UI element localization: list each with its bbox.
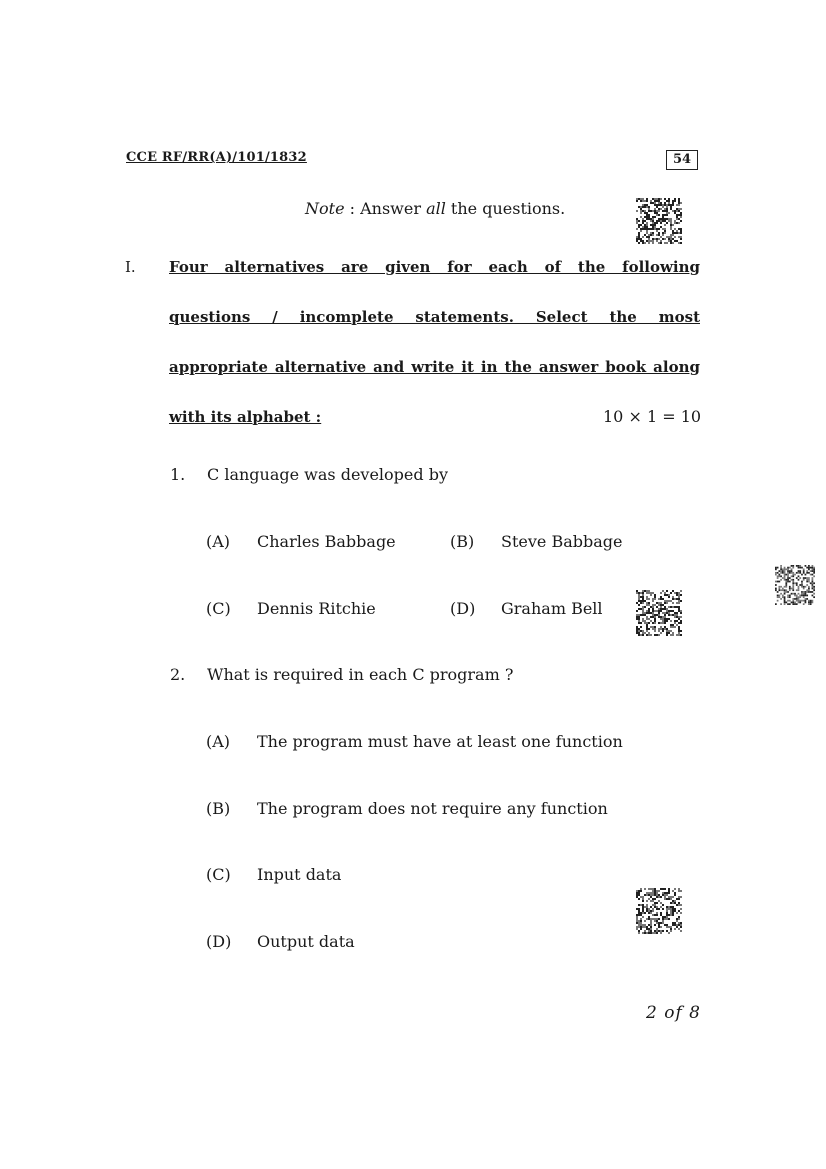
note-label: Note — [305, 199, 345, 218]
note-emph: all — [426, 199, 446, 218]
q2-option-a-text: The program must have at least one function — [257, 732, 623, 751]
section-number: I. — [125, 258, 136, 276]
note-sep: : Answer — [344, 199, 427, 218]
q1-option-b-label: (B) — [450, 532, 475, 551]
q2-option-a-label: (A) — [206, 732, 231, 751]
question-2-number: 2. — [170, 665, 186, 684]
page-footer: 2 of 8 — [646, 1003, 701, 1023]
qr-code-icon — [775, 565, 815, 605]
q1-option-a-text: Charles Babbage — [257, 532, 396, 551]
q2-option-c-text: Input data — [257, 865, 342, 884]
instruction-line-4: with its alphabet : — [169, 408, 322, 426]
q2-option-c-label: (C) — [206, 865, 231, 884]
note-tail: the questions. — [445, 199, 566, 218]
q1-option-a-label: (A) — [206, 532, 231, 551]
q2-option-b-label: (B) — [206, 799, 231, 818]
q1-option-d-text: Graham Bell — [501, 599, 603, 618]
question-2-text: What is required in each C program ? — [207, 665, 514, 684]
q2-option-b-text: The program does not require any function — [257, 799, 608, 818]
q1-option-d-label: (D) — [450, 599, 476, 618]
qr-code-icon — [636, 590, 682, 636]
page-number-box: 54 — [666, 150, 698, 170]
q2-option-d-label: (D) — [206, 932, 232, 951]
q1-option-b-text: Steve Babbage — [501, 532, 623, 551]
paper-code: CCE RF/RR(A)/101/1832 — [126, 150, 307, 165]
q1-option-c-label: (C) — [206, 599, 231, 618]
instruction-line-1: Four alternatives are given for each of the following — [169, 258, 700, 276]
marks-scheme: 10 × 1 = 10 — [603, 407, 702, 426]
qr-code-icon — [636, 888, 682, 934]
qr-code-icon — [636, 198, 682, 244]
note-line — [305, 199, 565, 218]
instruction-line-3: appropriate alternative and write it in the answer book along — [169, 358, 700, 376]
instruction-line-2: questions / incomplete statements. Select the most — [169, 308, 700, 326]
question-1-number: 1. — [170, 465, 186, 484]
question-1-text: C language was developed by — [207, 465, 448, 484]
q2-option-d-text: Output data — [257, 932, 355, 951]
q1-option-c-text: Dennis Ritchie — [257, 599, 376, 618]
